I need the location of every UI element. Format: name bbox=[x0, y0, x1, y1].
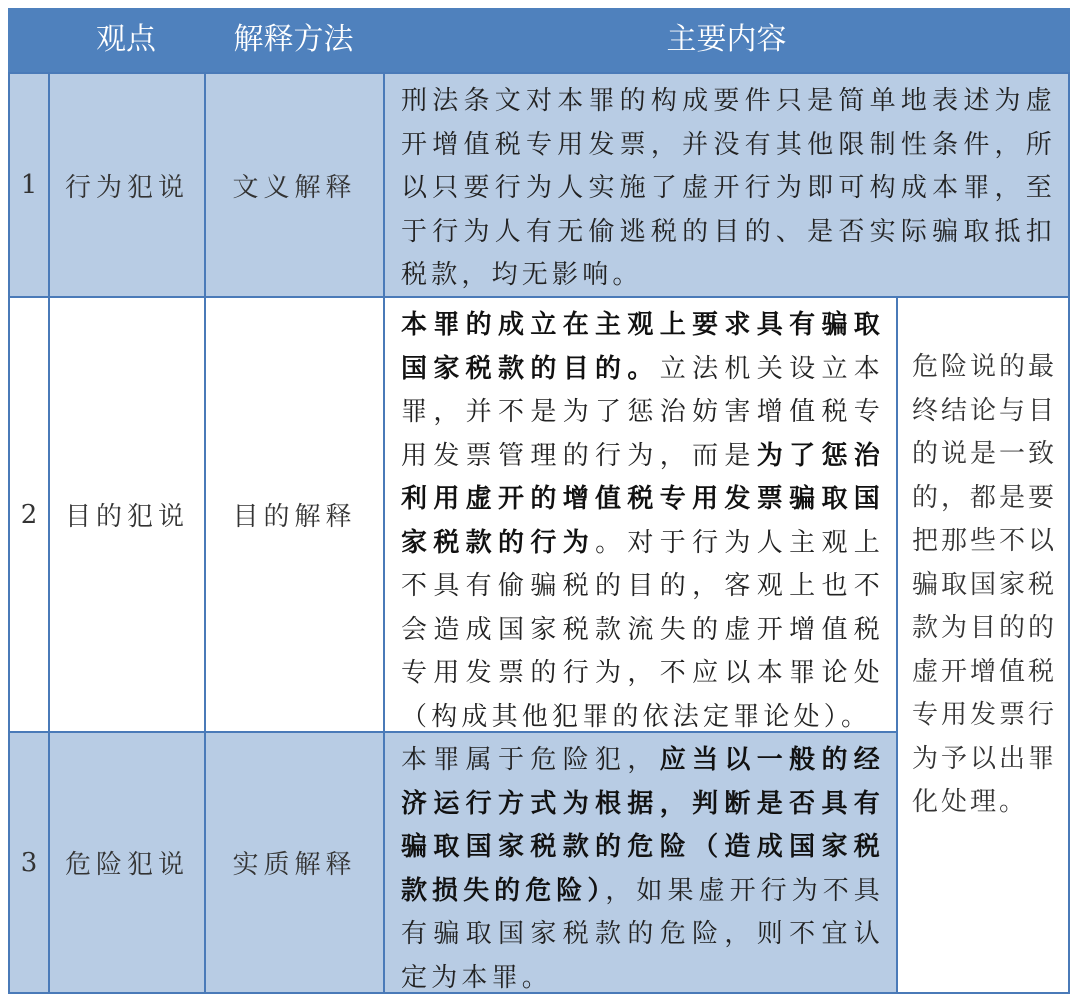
row3-content-text-2: ，如果虚开行为不具有骗取国家税款的危险，则不宜认定为本罪。 bbox=[401, 875, 884, 993]
row2-method: 目的解释 bbox=[204, 296, 385, 733]
row2-content-bold-1: 本罪的成立在主观上要求具有骗取国家税款的目的。 bbox=[401, 310, 884, 384]
comparison-table bbox=[8, 8, 1070, 994]
row2-content-bold-2: 为了惩治利用虚开的增值税专用发票骗取国家税款的行为 bbox=[401, 440, 884, 558]
header-viewpoint: 观点 bbox=[96, 22, 156, 57]
table-header bbox=[8, 8, 1070, 72]
header-method: 解释方法 bbox=[233, 22, 354, 57]
row3-content bbox=[383, 731, 898, 994]
row2-content bbox=[383, 296, 898, 733]
row1-content-text: 刑法条文对本罪的构成要件只是简单地表述为虚开增值税专用发票，并没有其他限制性条件，所以只要行为人实施了虚开行为即可构成本罪，至于行为人有无偷逃税的目的、是否实际骗取抵扣税款，均无影响。 bbox=[401, 86, 1056, 290]
row1-content bbox=[383, 72, 1070, 298]
row2-viewpoint: 目的犯说 bbox=[48, 296, 206, 733]
row3-viewpoint: 危险犯说 bbox=[48, 731, 206, 994]
row2-content-text-1: 立法机关设立本罪，并不是为了惩治妨害增值税专用发票管理的行为，而是 bbox=[401, 353, 884, 471]
header-content: 主要内容 bbox=[666, 22, 787, 57]
row1-method: 文义解释 bbox=[204, 72, 385, 298]
row3-content-bold: 应当以一般的经济运行方式为根据，判断是否具有骗取国家税款的危险（造成国家税款损失的危险） bbox=[401, 745, 884, 906]
row3-content-text-1: 本罪属于危险犯， bbox=[401, 745, 660, 775]
row3-index: 3 bbox=[8, 731, 50, 994]
row2-content-text-2: 。对于行为人主观上不具有偷骗税的目的，客观上也不会造成国家税款流失的虚开增值税专用发票的行为，不应以本罪论处（构成其他犯罪的依法定罪论处）。 bbox=[401, 527, 884, 732]
row2-index: 2 bbox=[8, 296, 50, 733]
row3-method: 实质解释 bbox=[204, 731, 385, 994]
row1-index: 1 bbox=[8, 72, 50, 298]
row1-viewpoint: 行为犯说 bbox=[48, 72, 206, 298]
side-note bbox=[896, 296, 1070, 994]
side-note-text: 危险说的最终结论与目的说是一致的，都是要把那些不以骗取国家税款为目的的虚开增值税专用发票行为予以出罪化处理。 bbox=[912, 352, 1058, 817]
